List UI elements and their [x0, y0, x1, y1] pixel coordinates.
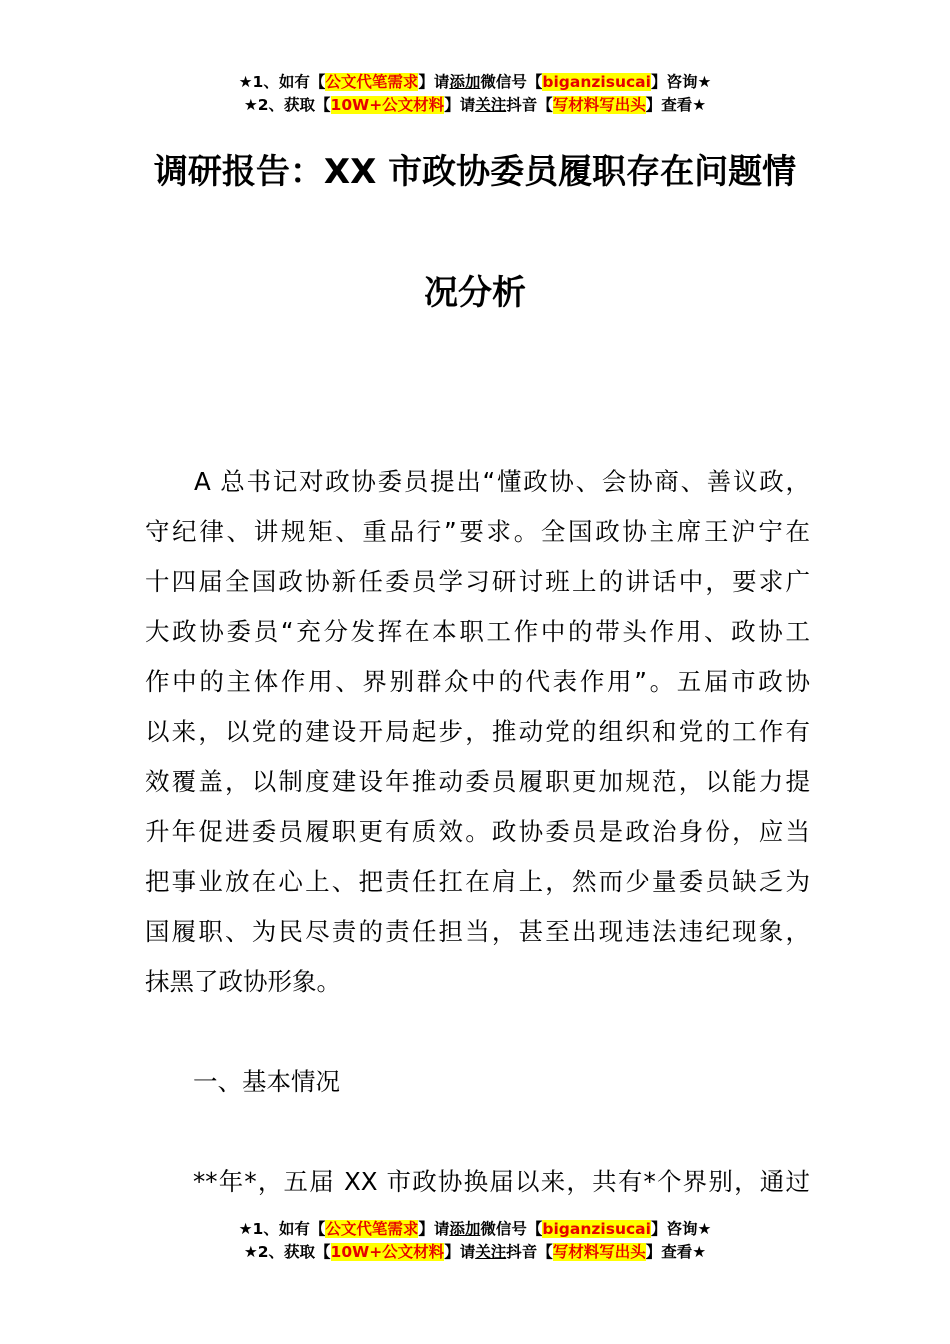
- promo-banner-top: [0, 71, 950, 117]
- paragraph-line: 把事业放在心上、把责任扛在肩上，然而少量委员缺乏为: [145, 867, 810, 896]
- promo-text: ★2、获取【: [243, 1243, 331, 1261]
- promo-text: 】请: [418, 73, 450, 91]
- promo-text: 抖音【: [506, 1243, 553, 1261]
- promo-wechat-id: biganzisucai: [542, 1220, 651, 1238]
- promo-banner-bottom: [0, 1218, 950, 1264]
- paragraph-line: 效覆盖，以制度建设年推动委员履职更加规范，以能力提: [145, 767, 810, 796]
- promo-highlight: 10W+公文材料: [330, 96, 445, 114]
- section-heading: 一、基本情况: [193, 1067, 340, 1096]
- promo-line-2: [0, 1241, 950, 1264]
- promo-underlined: 关注: [475, 96, 507, 114]
- promo-text: ★1、如有【: [238, 1220, 326, 1238]
- promo-text: 】请: [444, 96, 476, 114]
- paragraph-line: 大政协委员“充分发挥在本职工作中的带头作用、政协工: [145, 617, 810, 646]
- promo-text: 微信号【: [480, 1220, 543, 1238]
- promo-highlight: 公文代笔需求: [325, 1220, 419, 1238]
- promo-text: 微信号【: [480, 73, 543, 91]
- promo-wechat-id: biganzisucai: [542, 73, 651, 91]
- paragraph-line: 作中的主体作用、界别群众中的代表作用”。五届市政协: [145, 667, 810, 696]
- promo-underlined: 添加: [449, 73, 481, 91]
- section-paragraph-line: **年*，五届 XX 市政协换届以来，共有*个界别，通过: [193, 1167, 810, 1196]
- promo-text: 抖音【: [506, 96, 553, 114]
- promo-highlight: 公文代笔需求: [325, 73, 419, 91]
- paragraph-line: A 总书记对政协委员提出“懂政协、会协商、善议政，: [194, 467, 810, 496]
- paragraph-line: 国履职、为民尽责的责任担当，甚至出现违法违纪现象，: [145, 917, 810, 946]
- promo-douyin-id: 写材料写出头: [552, 1243, 646, 1261]
- promo-text: 】查看★: [645, 1243, 707, 1261]
- promo-text: 】咨询★: [650, 73, 712, 91]
- promo-line-2: [0, 94, 950, 117]
- document-title-line-1: 调研报告：XX 市政协委员履职存在问题情: [153, 152, 797, 192]
- promo-line-1: [0, 1218, 950, 1241]
- paragraph-line: 以来，以党的建设开局起步，推动党的组织和党的工作有: [145, 717, 810, 746]
- paragraph-line: 十四届全国政协新任委员学习研讨班上的讲话中，要求广: [145, 567, 810, 596]
- promo-underlined: 关注: [475, 1243, 507, 1261]
- paragraph-line: 守纪律、讲规矩、重品行”要求。全国政协主席王沪宁在: [145, 517, 810, 546]
- promo-text: ★1、如有【: [238, 73, 326, 91]
- promo-douyin-id: 写材料写出头: [552, 96, 646, 114]
- paragraph-line: 升年促进委员履职更有质效。政协委员是政治身份，应当: [145, 817, 810, 846]
- promo-underlined: 添加: [449, 1220, 481, 1238]
- promo-text: 】查看★: [645, 96, 707, 114]
- promo-line-1: [0, 71, 950, 94]
- intro-paragraph: [145, 457, 810, 1007]
- promo-highlight: 10W+公文材料: [330, 1243, 445, 1261]
- promo-text: ★2、获取【: [243, 96, 331, 114]
- document-title-line-2: 况分析: [424, 273, 526, 313]
- promo-text: 】咨询★: [650, 1220, 712, 1238]
- paragraph-line: 抹黑了政协形象。: [145, 967, 341, 996]
- promo-text: 】请: [444, 1243, 476, 1261]
- promo-text: 】请: [418, 1220, 450, 1238]
